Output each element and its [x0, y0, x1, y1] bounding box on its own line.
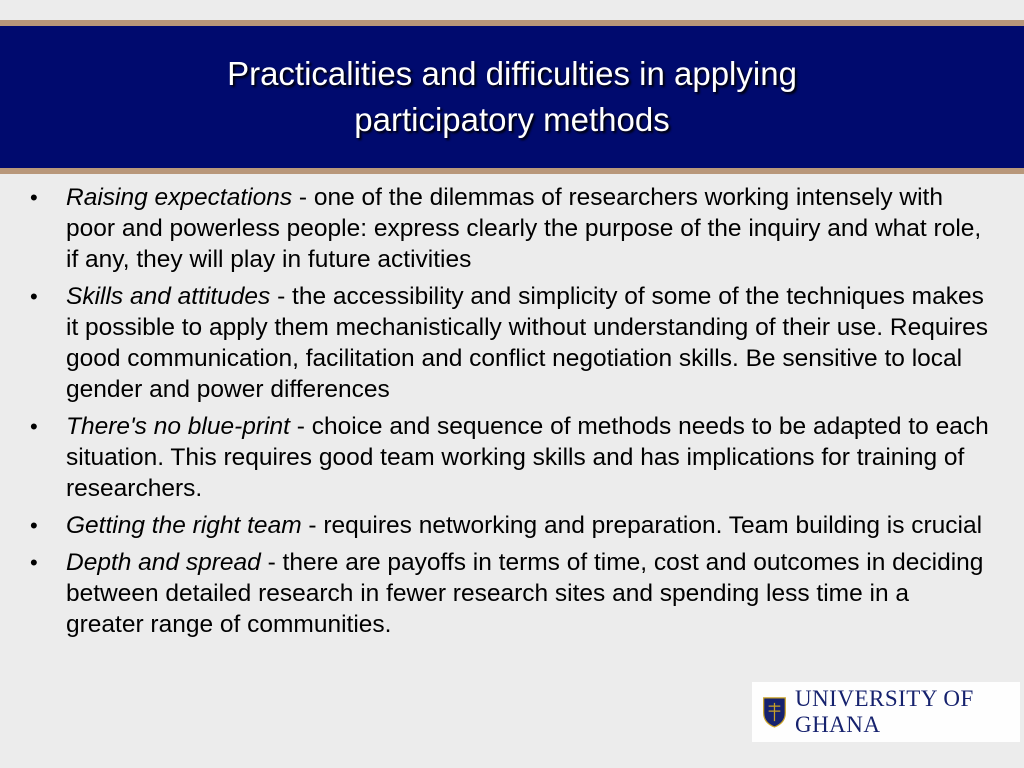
bullet-term: Getting the right team [66, 512, 302, 539]
bullet-icon: • [30, 185, 38, 210]
bullet-item-right-team [30, 510, 990, 541]
bullet-icon: • [30, 550, 38, 575]
bullet-item-depth-and-spread [30, 547, 990, 640]
bullet-icon: • [30, 284, 38, 309]
title-band [0, 26, 1024, 168]
bullet-icon: • [30, 513, 38, 538]
title-bottom-border [0, 168, 1024, 174]
bullet-item-no-blue-print [30, 411, 990, 504]
bullet-item-raising-expectations [30, 182, 990, 275]
university-crest-icon [762, 693, 787, 731]
title-line-1: Practicalities and difficulties in applying [227, 55, 797, 92]
bullet-icon: • [30, 414, 38, 439]
logo-text: UNIVERSITY OF GHANA [794, 686, 974, 737]
slide-title [132, 51, 892, 143]
bullet-term: Depth and spread [66, 549, 261, 576]
bullet-list [30, 182, 990, 646]
bullet-text: - one of the dilemmas of researchers working intensely with poor and powerless people: express clearly the purpose of the inquiry and what role, if any, they will play in future activities [66, 184, 982, 273]
bullet-term: Raising expectations [66, 184, 293, 211]
bullet-text: - requires networking and preparation. Team building is crucial [301, 512, 983, 539]
bullet-text: - the accessibility and simplicity of some of the techniques makes it possible to apply them mechanistically without understanding of their use. Requires good communication, facilitation and conflict negotiation skills. Be sensitive to local gender and power differences [66, 283, 988, 403]
bullet-term: There's no blue-print [66, 413, 290, 440]
title-line-2: participatory methods [354, 101, 670, 138]
bullet-text: - choice and sequence of methods needs to be adapted to each situation. This requires good team working skills and has implications for training of researchers. [66, 413, 989, 502]
bullet-term: Skills and attitudes [66, 283, 271, 310]
university-logo [752, 682, 1020, 742]
bullet-text: - there are payoffs in terms of time, cost and outcomes in deciding between detailed research in fewer research sites and spending less time in a greater range of communities. [66, 549, 984, 638]
bullet-item-skills-and-attitudes [30, 281, 990, 405]
